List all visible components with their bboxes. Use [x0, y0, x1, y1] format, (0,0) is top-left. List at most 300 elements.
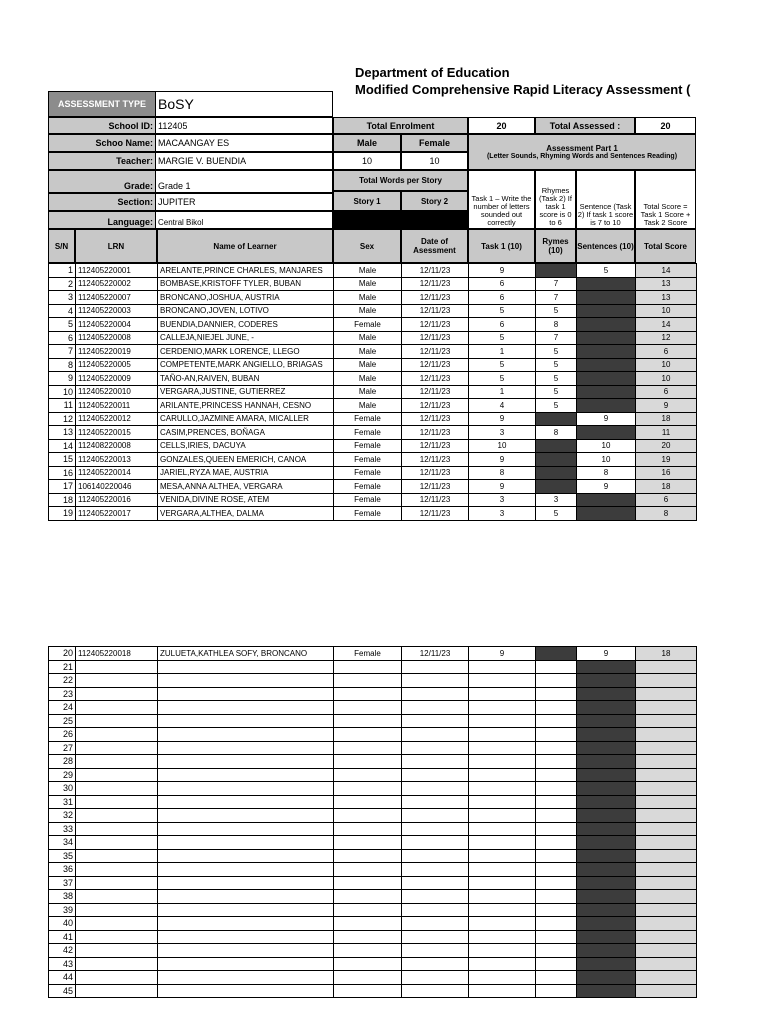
- cell-date[interactable]: [402, 755, 469, 769]
- cell-total[interactable]: 18: [636, 647, 697, 661]
- cell-task1[interactable]: [469, 917, 536, 931]
- cell-rymes[interactable]: [536, 466, 577, 480]
- cell-sentences[interactable]: [577, 917, 636, 931]
- cell-date[interactable]: [402, 795, 469, 809]
- cell-date[interactable]: [402, 660, 469, 674]
- cell-name[interactable]: [158, 795, 334, 809]
- cell-date[interactable]: [402, 890, 469, 904]
- cell-date[interactable]: 12/11/23: [402, 480, 469, 494]
- cell-sentences[interactable]: [577, 304, 636, 318]
- cell-lrn[interactable]: 112405220017: [76, 507, 158, 521]
- cell-total[interactable]: [636, 836, 697, 850]
- cell-rymes[interactable]: [536, 957, 577, 971]
- cell-total[interactable]: 14: [636, 264, 697, 278]
- cell-task1[interactable]: 3: [469, 507, 536, 521]
- cell-rymes[interactable]: 8: [536, 318, 577, 332]
- cell-lrn[interactable]: 112405220001: [76, 264, 158, 278]
- cell-lrn[interactable]: [76, 795, 158, 809]
- cell-sex[interactable]: [334, 930, 402, 944]
- cell-lrn[interactable]: [76, 957, 158, 971]
- school-id-field[interactable]: 112405: [155, 117, 333, 134]
- cell-task1[interactable]: 6: [469, 291, 536, 305]
- cell-sex[interactable]: Male: [334, 304, 402, 318]
- cell-lrn[interactable]: 112405220018: [76, 647, 158, 661]
- cell-sentences[interactable]: [577, 372, 636, 386]
- cell-rymes[interactable]: [536, 480, 577, 494]
- cell-date[interactable]: [402, 701, 469, 715]
- cell-date[interactable]: [402, 822, 469, 836]
- cell-total[interactable]: 18: [636, 480, 697, 494]
- cell-task1[interactable]: [469, 782, 536, 796]
- cell-sex[interactable]: Female: [334, 412, 402, 426]
- cell-sex[interactable]: Male: [334, 358, 402, 372]
- cell-lrn[interactable]: [76, 863, 158, 877]
- cell-rymes[interactable]: [536, 944, 577, 958]
- cell-sentences[interactable]: [577, 714, 636, 728]
- cell-sentences[interactable]: [577, 426, 636, 440]
- cell-lrn[interactable]: [76, 701, 158, 715]
- cell-sentences[interactable]: [577, 903, 636, 917]
- cell-lrn[interactable]: 112405220014: [76, 466, 158, 480]
- cell-sex[interactable]: [334, 768, 402, 782]
- cell-task1[interactable]: 5: [469, 304, 536, 318]
- cell-rymes[interactable]: [536, 863, 577, 877]
- cell-date[interactable]: [402, 728, 469, 742]
- cell-lrn[interactable]: [76, 768, 158, 782]
- cell-date[interactable]: 12/11/23: [402, 318, 469, 332]
- cell-sentences[interactable]: 5: [577, 264, 636, 278]
- cell-sex[interactable]: Female: [334, 480, 402, 494]
- cell-name[interactable]: JARIEL,RYZA MAE, AUSTRIA: [158, 466, 334, 480]
- cell-rymes[interactable]: [536, 984, 577, 998]
- cell-total[interactable]: [636, 917, 697, 931]
- cell-name[interactable]: ARELANTE,PRINCE CHARLES, MANJARES: [158, 264, 334, 278]
- cell-sex[interactable]: Female: [334, 647, 402, 661]
- cell-name[interactable]: BUENDIA,DANNIER, CODERES: [158, 318, 334, 332]
- language-field[interactable]: Central Bikol: [155, 211, 333, 229]
- cell-task1[interactable]: [469, 984, 536, 998]
- cell-sentences[interactable]: [577, 890, 636, 904]
- cell-rymes[interactable]: 7: [536, 277, 577, 291]
- cell-sex[interactable]: [334, 728, 402, 742]
- cell-total[interactable]: [636, 849, 697, 863]
- cell-sentences[interactable]: [577, 318, 636, 332]
- cell-lrn[interactable]: [76, 836, 158, 850]
- cell-sex[interactable]: Female: [334, 507, 402, 521]
- cell-rymes[interactable]: 5: [536, 399, 577, 413]
- cell-task1[interactable]: [469, 957, 536, 971]
- cell-sex[interactable]: [334, 741, 402, 755]
- cell-name[interactable]: [158, 849, 334, 863]
- cell-sentences[interactable]: 9: [577, 412, 636, 426]
- cell-date[interactable]: 12/11/23: [402, 453, 469, 467]
- cell-sex[interactable]: Male: [334, 399, 402, 413]
- cell-task1[interactable]: [469, 809, 536, 823]
- cell-lrn[interactable]: 112405220016: [76, 493, 158, 507]
- cell-date[interactable]: [402, 782, 469, 796]
- cell-total[interactable]: [636, 728, 697, 742]
- cell-name[interactable]: VERGARA,JUSTINE, GUTIERREZ: [158, 385, 334, 399]
- cell-total[interactable]: [636, 782, 697, 796]
- cell-sentences[interactable]: [577, 674, 636, 688]
- cell-sex[interactable]: [334, 795, 402, 809]
- cell-date[interactable]: [402, 809, 469, 823]
- cell-task1[interactable]: [469, 971, 536, 985]
- cell-sentences[interactable]: [577, 493, 636, 507]
- cell-lrn[interactable]: 112405220019: [76, 345, 158, 359]
- cell-date[interactable]: 12/11/23: [402, 277, 469, 291]
- cell-date[interactable]: 12/11/23: [402, 304, 469, 318]
- cell-total[interactable]: 16: [636, 466, 697, 480]
- cell-total[interactable]: 11: [636, 426, 697, 440]
- cell-rymes[interactable]: [536, 782, 577, 796]
- cell-lrn[interactable]: 112405220008: [76, 331, 158, 345]
- cell-sex[interactable]: Female: [334, 466, 402, 480]
- cell-date[interactable]: 12/11/23: [402, 466, 469, 480]
- cell-date[interactable]: [402, 674, 469, 688]
- cell-task1[interactable]: 9: [469, 412, 536, 426]
- cell-sex[interactable]: [334, 755, 402, 769]
- cell-rymes[interactable]: [536, 687, 577, 701]
- cell-name[interactable]: [158, 930, 334, 944]
- cell-lrn[interactable]: [76, 849, 158, 863]
- cell-sentences[interactable]: [577, 385, 636, 399]
- cell-rymes[interactable]: [536, 755, 577, 769]
- cell-lrn[interactable]: 112405220011: [76, 399, 158, 413]
- cell-date[interactable]: [402, 876, 469, 890]
- cell-name[interactable]: [158, 957, 334, 971]
- cell-date[interactable]: [402, 687, 469, 701]
- cell-task1[interactable]: 3: [469, 493, 536, 507]
- cell-task1[interactable]: [469, 822, 536, 836]
- cell-total[interactable]: 12: [636, 331, 697, 345]
- cell-task1[interactable]: 1: [469, 385, 536, 399]
- cell-sex[interactable]: Male: [334, 277, 402, 291]
- cell-sentences[interactable]: [577, 687, 636, 701]
- cell-lrn[interactable]: 112405220009: [76, 372, 158, 386]
- cell-sentences[interactable]: [577, 971, 636, 985]
- cell-date[interactable]: [402, 917, 469, 931]
- cell-date[interactable]: [402, 944, 469, 958]
- cell-name[interactable]: [158, 836, 334, 850]
- cell-total[interactable]: 10: [636, 304, 697, 318]
- cell-name[interactable]: COMPETENTE,MARK ANGIELLO, BRIAGAS: [158, 358, 334, 372]
- cell-date[interactable]: 12/11/23: [402, 439, 469, 453]
- cell-rymes[interactable]: 5: [536, 385, 577, 399]
- cell-name[interactable]: [158, 809, 334, 823]
- cell-total[interactable]: [636, 674, 697, 688]
- cell-sex[interactable]: Female: [334, 453, 402, 467]
- cell-task1[interactable]: [469, 741, 536, 755]
- cell-rymes[interactable]: [536, 849, 577, 863]
- cell-date[interactable]: [402, 863, 469, 877]
- cell-rymes[interactable]: [536, 822, 577, 836]
- cell-sentences[interactable]: [577, 836, 636, 850]
- cell-date[interactable]: 12/11/23: [402, 426, 469, 440]
- cell-lrn[interactable]: [76, 930, 158, 944]
- cell-sentences[interactable]: [577, 660, 636, 674]
- cell-rymes[interactable]: [536, 930, 577, 944]
- cell-date[interactable]: 12/11/23: [402, 345, 469, 359]
- cell-date[interactable]: [402, 957, 469, 971]
- section-field[interactable]: JUPITER: [155, 193, 333, 211]
- cell-task1[interactable]: [469, 660, 536, 674]
- cell-rymes[interactable]: 7: [536, 291, 577, 305]
- cell-total[interactable]: 9: [636, 399, 697, 413]
- cell-name[interactable]: CASIM,PRENCES, BOÑAGA: [158, 426, 334, 440]
- cell-total[interactable]: [636, 701, 697, 715]
- cell-date[interactable]: [402, 971, 469, 985]
- cell-total[interactable]: [636, 714, 697, 728]
- cell-lrn[interactable]: 112408220008: [76, 439, 158, 453]
- cell-sex[interactable]: [334, 917, 402, 931]
- cell-date[interactable]: 12/11/23: [402, 493, 469, 507]
- cell-sex[interactable]: [334, 863, 402, 877]
- cell-sentences[interactable]: 9: [577, 647, 636, 661]
- cell-date[interactable]: [402, 741, 469, 755]
- cell-task1[interactable]: [469, 701, 536, 715]
- cell-task1[interactable]: [469, 795, 536, 809]
- cell-sentences[interactable]: [577, 930, 636, 944]
- cell-lrn[interactable]: 112405220004: [76, 318, 158, 332]
- cell-sentences[interactable]: [577, 876, 636, 890]
- cell-sex[interactable]: Female: [334, 439, 402, 453]
- cell-name[interactable]: [158, 782, 334, 796]
- cell-name[interactable]: [158, 701, 334, 715]
- cell-sex[interactable]: [334, 687, 402, 701]
- cell-total[interactable]: [636, 903, 697, 917]
- cell-task1[interactable]: 5: [469, 358, 536, 372]
- cell-lrn[interactable]: 112405220007: [76, 291, 158, 305]
- story2-value[interactable]: [401, 211, 468, 229]
- cell-task1[interactable]: [469, 836, 536, 850]
- cell-total[interactable]: [636, 822, 697, 836]
- cell-sentences[interactable]: [577, 755, 636, 769]
- cell-total[interactable]: [636, 795, 697, 809]
- cell-name[interactable]: [158, 714, 334, 728]
- cell-total[interactable]: 14: [636, 318, 697, 332]
- cell-total[interactable]: [636, 687, 697, 701]
- cell-date[interactable]: 12/11/23: [402, 291, 469, 305]
- cell-task1[interactable]: [469, 755, 536, 769]
- cell-total[interactable]: [636, 930, 697, 944]
- cell-task1[interactable]: 10: [469, 439, 536, 453]
- cell-sentences[interactable]: [577, 957, 636, 971]
- cell-lrn[interactable]: 112405220002: [76, 277, 158, 291]
- cell-name[interactable]: VENIDA,DIVINE ROSE, ATEM: [158, 493, 334, 507]
- cell-task1[interactable]: 9: [469, 480, 536, 494]
- cell-date[interactable]: 12/11/23: [402, 331, 469, 345]
- cell-date[interactable]: [402, 849, 469, 863]
- cell-rymes[interactable]: [536, 795, 577, 809]
- cell-sentences[interactable]: [577, 944, 636, 958]
- cell-name[interactable]: CERDENIO,MARK LORENCE, LLEGO: [158, 345, 334, 359]
- cell-lrn[interactable]: 112405220003: [76, 304, 158, 318]
- cell-sentences[interactable]: [577, 822, 636, 836]
- cell-sex[interactable]: Male: [334, 372, 402, 386]
- cell-total[interactable]: [636, 890, 697, 904]
- cell-sex[interactable]: Male: [334, 291, 402, 305]
- cell-task1[interactable]: [469, 687, 536, 701]
- cell-name[interactable]: ARILANTE,PRINCESS HANNAH, CESNO: [158, 399, 334, 413]
- cell-total[interactable]: 19: [636, 453, 697, 467]
- cell-total[interactable]: [636, 944, 697, 958]
- cell-date[interactable]: [402, 903, 469, 917]
- cell-name[interactable]: CALLEJA,NIEJEL JUNE, -: [158, 331, 334, 345]
- cell-rymes[interactable]: [536, 701, 577, 715]
- cell-task1[interactable]: [469, 728, 536, 742]
- cell-total[interactable]: [636, 863, 697, 877]
- cell-date[interactable]: 12/11/23: [402, 385, 469, 399]
- cell-sentences[interactable]: [577, 277, 636, 291]
- cell-rymes[interactable]: [536, 412, 577, 426]
- cell-name[interactable]: [158, 755, 334, 769]
- cell-total[interactable]: 6: [636, 385, 697, 399]
- cell-name[interactable]: GONZALES,QUEEN EMERICH, CANOA: [158, 453, 334, 467]
- cell-lrn[interactable]: 106140220046: [76, 480, 158, 494]
- cell-sentences[interactable]: [577, 809, 636, 823]
- cell-name[interactable]: MESA,ANNA ALTHEA, VERGARA: [158, 480, 334, 494]
- cell-rymes[interactable]: [536, 728, 577, 742]
- cell-task1[interactable]: 6: [469, 277, 536, 291]
- cell-name[interactable]: BOMBASE,KRISTOFF TYLER, BUBAN: [158, 277, 334, 291]
- cell-sex[interactable]: Female: [334, 318, 402, 332]
- story1-value[interactable]: [333, 211, 401, 229]
- cell-sex[interactable]: [334, 674, 402, 688]
- cell-rymes[interactable]: [536, 917, 577, 931]
- cell-rymes[interactable]: [536, 971, 577, 985]
- cell-sentences[interactable]: [577, 345, 636, 359]
- cell-name[interactable]: [158, 741, 334, 755]
- cell-lrn[interactable]: [76, 984, 158, 998]
- cell-sex[interactable]: [334, 849, 402, 863]
- cell-sex[interactable]: [334, 714, 402, 728]
- cell-name[interactable]: [158, 876, 334, 890]
- cell-total[interactable]: 6: [636, 345, 697, 359]
- cell-lrn[interactable]: [76, 903, 158, 917]
- assessment-type-value[interactable]: BoSY: [155, 91, 333, 117]
- cell-lrn[interactable]: [76, 890, 158, 904]
- cell-task1[interactable]: 4: [469, 399, 536, 413]
- cell-lrn[interactable]: [76, 782, 158, 796]
- cell-task1[interactable]: [469, 714, 536, 728]
- cell-date[interactable]: [402, 768, 469, 782]
- cell-sex[interactable]: Male: [334, 331, 402, 345]
- cell-sentences[interactable]: [577, 291, 636, 305]
- cell-name[interactable]: [158, 660, 334, 674]
- cell-total[interactable]: [636, 755, 697, 769]
- cell-date[interactable]: 12/11/23: [402, 399, 469, 413]
- cell-total[interactable]: 13: [636, 291, 697, 305]
- cell-task1[interactable]: 1: [469, 345, 536, 359]
- cell-sentences[interactable]: 10: [577, 453, 636, 467]
- cell-sentences[interactable]: [577, 399, 636, 413]
- cell-lrn[interactable]: 112405220010: [76, 385, 158, 399]
- cell-name[interactable]: [158, 971, 334, 985]
- cell-rymes[interactable]: [536, 741, 577, 755]
- cell-lrn[interactable]: [76, 674, 158, 688]
- cell-rymes[interactable]: 5: [536, 345, 577, 359]
- cell-rymes[interactable]: 8: [536, 426, 577, 440]
- cell-sex[interactable]: Female: [334, 493, 402, 507]
- cell-name[interactable]: TAÑO-AN,RAIVEN, BUBAN: [158, 372, 334, 386]
- cell-rymes[interactable]: 5: [536, 358, 577, 372]
- cell-sex[interactable]: [334, 944, 402, 958]
- cell-sentences[interactable]: [577, 863, 636, 877]
- grade-field[interactable]: Grade 1: [155, 170, 333, 193]
- cell-name[interactable]: ZULUETA,KATHLEA SOFY, BRONCANO: [158, 647, 334, 661]
- cell-sentences[interactable]: [577, 768, 636, 782]
- cell-lrn[interactable]: [76, 728, 158, 742]
- cell-date[interactable]: 12/11/23: [402, 358, 469, 372]
- cell-sex[interactable]: Female: [334, 426, 402, 440]
- cell-sex[interactable]: [334, 876, 402, 890]
- cell-task1[interactable]: 3: [469, 426, 536, 440]
- cell-lrn[interactable]: [76, 822, 158, 836]
- cell-lrn[interactable]: 112405220015: [76, 426, 158, 440]
- cell-sex[interactable]: [334, 890, 402, 904]
- cell-rymes[interactable]: 5: [536, 304, 577, 318]
- cell-lrn[interactable]: [76, 971, 158, 985]
- cell-total[interactable]: [636, 984, 697, 998]
- cell-task1[interactable]: [469, 930, 536, 944]
- cell-rymes[interactable]: [536, 674, 577, 688]
- cell-rymes[interactable]: [536, 890, 577, 904]
- cell-lrn[interactable]: [76, 755, 158, 769]
- cell-name[interactable]: VERGARA,ALTHEA, DALMA: [158, 507, 334, 521]
- cell-rymes[interactable]: [536, 836, 577, 850]
- cell-sentences[interactable]: [577, 782, 636, 796]
- cell-total[interactable]: [636, 809, 697, 823]
- cell-lrn[interactable]: [76, 660, 158, 674]
- cell-task1[interactable]: 9: [469, 453, 536, 467]
- cell-total[interactable]: 10: [636, 358, 697, 372]
- cell-lrn[interactable]: [76, 944, 158, 958]
- cell-date[interactable]: [402, 836, 469, 850]
- cell-sex[interactable]: [334, 822, 402, 836]
- cell-task1[interactable]: 5: [469, 372, 536, 386]
- cell-lrn[interactable]: 112405220012: [76, 412, 158, 426]
- cell-sentences[interactable]: [577, 984, 636, 998]
- cell-sex[interactable]: Male: [334, 345, 402, 359]
- cell-task1[interactable]: [469, 890, 536, 904]
- cell-name[interactable]: [158, 768, 334, 782]
- cell-sentences[interactable]: [577, 795, 636, 809]
- cell-sex[interactable]: [334, 809, 402, 823]
- cell-rymes[interactable]: [536, 660, 577, 674]
- cell-total[interactable]: [636, 660, 697, 674]
- cell-total[interactable]: [636, 768, 697, 782]
- cell-sentences[interactable]: [577, 728, 636, 742]
- cell-lrn[interactable]: [76, 741, 158, 755]
- cell-date[interactable]: 12/11/23: [402, 647, 469, 661]
- cell-name[interactable]: [158, 728, 334, 742]
- cell-rymes[interactable]: [536, 647, 577, 661]
- cell-date[interactable]: [402, 984, 469, 998]
- cell-task1[interactable]: 9: [469, 647, 536, 661]
- cell-sex[interactable]: [334, 782, 402, 796]
- cell-rymes[interactable]: [536, 768, 577, 782]
- cell-name[interactable]: [158, 984, 334, 998]
- cell-sex[interactable]: [334, 836, 402, 850]
- cell-sentences[interactable]: [577, 331, 636, 345]
- cell-sentences[interactable]: [577, 507, 636, 521]
- cell-rymes[interactable]: 3: [536, 493, 577, 507]
- cell-name[interactable]: [158, 822, 334, 836]
- cell-task1[interactable]: [469, 674, 536, 688]
- cell-total[interactable]: [636, 876, 697, 890]
- cell-name[interactable]: [158, 863, 334, 877]
